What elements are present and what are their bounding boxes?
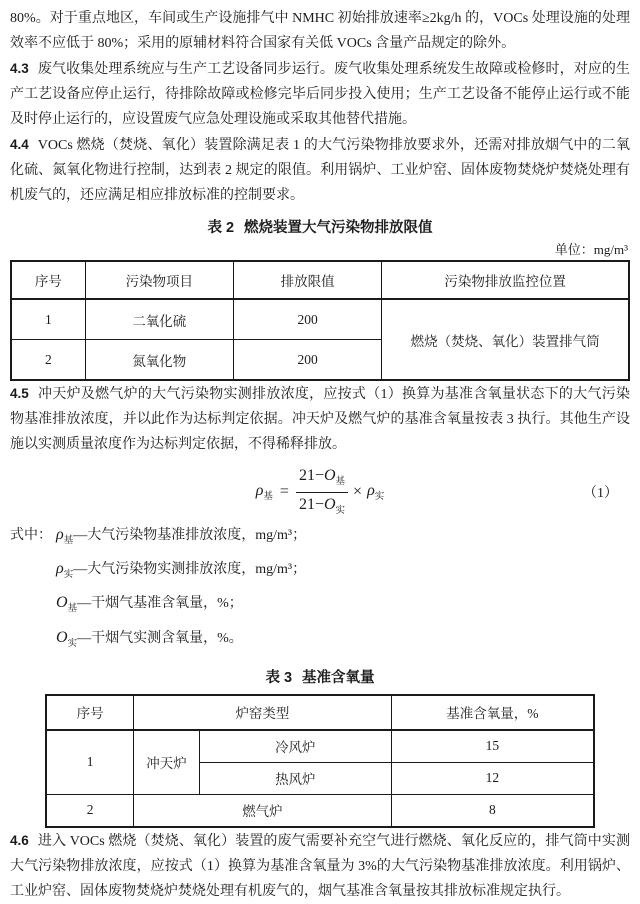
table3-header-type: 炉窑类型 (134, 695, 392, 730)
table3-r2-value: 12 (391, 762, 594, 794)
multiply-sign: × (353, 483, 363, 500)
table3-caption-title: 基准含氧量 (302, 669, 375, 686)
paragraph-text: 80%。对于重点地区，车间或生产设施排气中 NMHC 初始排放速率≥2kg/h 的，VOCs 处理设施的处理效率不应低于 80%；采用的原辅材料符合国家有关低 VOCs 含量产品规定的除外。 (10, 11, 630, 51)
table2-header-row (11, 261, 629, 299)
clause-number: 4.4 (10, 137, 29, 152)
table3-header-row (46, 695, 594, 730)
where-item-4: $O_实—$干烟气实测含氧量，%。 (56, 628, 243, 649)
where-item-1: $\rho_基—$大气污染物基准排放浓度，mg/m³； (56, 526, 307, 547)
clause-number: 4.6 (10, 832, 29, 848)
formula-fraction (296, 466, 348, 517)
clause-number: 4.5 (10, 386, 29, 401)
table3-r3-value: 8 (391, 794, 594, 827)
table2-unit-note: 单位：mg/m³ (554, 242, 628, 257)
table2-caption-title: 燃烧装置大气污染物排放限值 (244, 220, 433, 236)
clause-4-3 (10, 56, 630, 132)
table3-header-oxygen: 基准含氧量，% (391, 695, 594, 730)
clause-text: 废气收集处理系统应与生产工艺设备同步运行。废气收集处理系统发生故障或检修时，对应的生产工艺设备应停止运行，待排除故障或检修完毕后同步投入使用；生产工艺设备不能停止运行或不能及时停止运行的，应设置废气应急处理设施或采取其他替代措施。 (10, 62, 630, 127)
table2-location-cell: 燃烧（焚烧、氧化）装置排气筒 (382, 299, 629, 380)
table3-r3-no: 2 (46, 794, 134, 827)
table2-r1-limit: 200 (233, 299, 381, 340)
table2-header-pollutant: 污染物项目 (85, 261, 233, 299)
table3-r2-subtype: 热风炉 (199, 762, 391, 794)
table3-r1-no: 1 (46, 730, 134, 795)
table3-header-no: 序号 (46, 695, 134, 730)
table3-caption (10, 666, 630, 690)
clause-4-5 (10, 381, 630, 457)
formula-definitions (10, 521, 630, 658)
where-item-2: $\rho_实—$大气污染物实测排放浓度，mg/m³； (56, 560, 307, 581)
table3-caption-label: 表 3 (265, 669, 293, 686)
paragraph-continuation (10, 6, 630, 56)
clause-4-6 (10, 828, 630, 904)
table2-r1-no: 1 (11, 299, 85, 340)
table2-r2-pollutant: 氮氧化物 (85, 340, 233, 381)
table3-r3-type: 燃气炉 (134, 794, 392, 827)
clause-text: 进入 VOCs 燃烧（焚烧、氧化）装置的废气需要补充空气进行燃烧、氧化反应的，排气筒中实测大气污染物排放浓度，应按式（1）换算为基准含氧量为 3%的大气污染物基准排放浓度。利用锅炉、工业炉窑、固体废物焚烧炉焚烧处理有机废气的，烟气基准含氧量按其排放标准规定执行。 (10, 833, 630, 899)
table2-r2-limit: 200 (233, 340, 381, 381)
formula-rhs: $\rho_实$ (367, 481, 385, 503)
table2-r2-no: 2 (11, 340, 85, 381)
equals-sign: = (279, 483, 289, 500)
table2-caption (10, 216, 630, 240)
where-label: 式中： (10, 528, 52, 543)
where-line-1 (10, 521, 630, 555)
table3-r1-subtype: 冷风炉 (199, 730, 391, 763)
table-row (46, 794, 594, 827)
table3-wrapper (10, 694, 630, 828)
clause-4-4 (10, 132, 630, 208)
clause-text: 冲天炉及燃气炉的大气污染物实测排放浓度，应按式（1）换算为基准含氧量状态下的大气污染物基准排放浓度，并以此作为达标判定依据。冲天炉及燃气炉的基准含氧量按表 3 执行。其他生产设施以实测质量浓度作为达标判定依据，不得稀释排放。 (10, 387, 630, 452)
formula-1 (10, 465, 630, 519)
table2-r1-pollutant: 二氧化硫 (85, 299, 233, 340)
clause-number: 4.3 (10, 61, 29, 76)
fraction-numerator: $21-O_基$ (296, 466, 348, 492)
clause-text: VOCs 燃烧（焚烧、氧化）装置除满足表 1 的大气污染物排放要求外，还需对排放烟气中的二氧化硫、氮氧化物进行控制，达到表 2 规定的限值。利用锅炉、工业炉窑、固体废物焚烧炉焚烧处理有机废气的，还应满足相应排放标准的控制要求。 (10, 138, 630, 203)
table3-group-cell: 冲天炉 (134, 730, 200, 795)
fraction-denominator: $21-O_实$ (298, 495, 346, 516)
where-item-3: $O_基—$干烟气基准含氧量，%； (56, 594, 243, 615)
formula-expression (256, 466, 385, 517)
table3-r1-value: 15 (391, 730, 594, 763)
formula-lhs: $\rho_基$ (255, 481, 273, 503)
table3-reference-oxygen (45, 694, 595, 828)
table2-header-no: 序号 (11, 261, 85, 299)
table2-caption-label: 表 2 (207, 220, 235, 236)
table2-header-location: 污染物排放监控位置 (382, 261, 629, 299)
table-row (46, 730, 594, 763)
table2-emission-limits (10, 260, 630, 381)
table2-header-limit: 排放限值 (233, 261, 381, 299)
table-row (11, 299, 629, 340)
formula-number: （1） (583, 486, 618, 501)
